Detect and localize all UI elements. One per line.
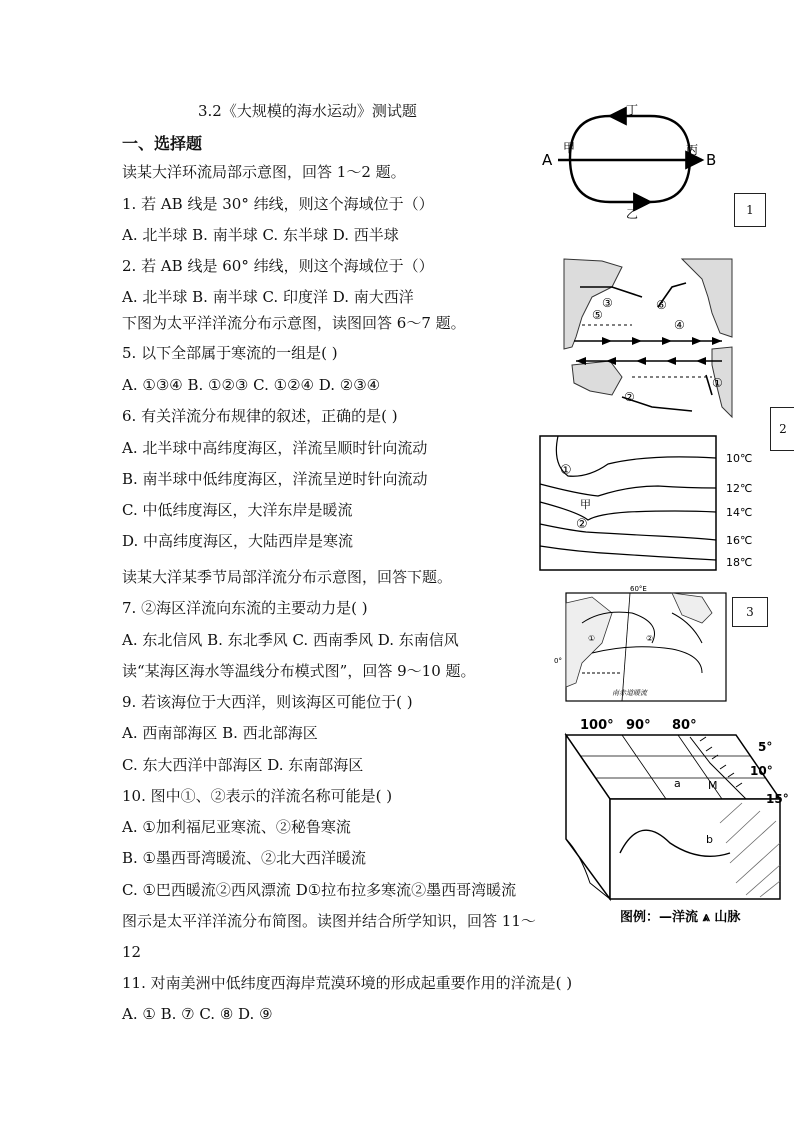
block-diagram xyxy=(560,713,792,927)
question-5-options: A. ①③④ B. ①②③ C. ①②④ D. ②③④ xyxy=(122,376,381,394)
current-3: ③ xyxy=(602,296,613,310)
label-yi: 乙 xyxy=(626,207,639,220)
label-m: M xyxy=(708,779,718,792)
question-1: 1. 若 AB 线是 30° 纬线，则这个海域位于（） xyxy=(122,195,434,213)
longitude-90: 90° xyxy=(626,718,651,733)
question-9-options-ab: A. 西南部海区 B. 西北部海区 xyxy=(122,724,318,742)
question-5: 5. 以下全部属于寒流的一组是( ) xyxy=(122,344,338,362)
question-2-options: A. 北半球 B. 南半球 C. 印度洋 D. 南大西洋 xyxy=(122,288,414,306)
question-6-option-b: B. 南半球中低纬度海区，洋流呈逆时针向流动 xyxy=(122,470,428,488)
question-9-options-cd: C. 东大西洋中部海区 D. 东南部海区 xyxy=(122,756,364,774)
figure-number-2: 2 xyxy=(770,407,794,451)
legend: 图例：—洋流 ⩓ 山脉 xyxy=(620,910,741,925)
question-6-option-d: D. 中高纬度海区，大陆西岸是寒流 xyxy=(122,532,354,550)
current-label-2: ② xyxy=(576,517,588,532)
label-a: A xyxy=(542,151,553,169)
latitude-15: 15° xyxy=(766,792,789,806)
current-5: ⑤ xyxy=(592,308,603,322)
longitude-label: 60°E xyxy=(630,585,647,593)
isotherm-16: 16℃ xyxy=(726,534,753,547)
gyre-diagram xyxy=(540,102,720,220)
latitude-5: 5° xyxy=(758,740,773,754)
figure-number-1: 1 xyxy=(734,193,766,227)
question-2: 2. 若 AB 线是 60° 纬线，则这个海域位于（） xyxy=(122,257,434,275)
question-10-option-b: B. ①墨西哥湾暖流、②北大西洋暖流 xyxy=(122,849,367,867)
current-1: ① xyxy=(712,376,723,390)
current-label-1: ① xyxy=(560,463,572,478)
question-intro-9-10: 读“某海区海水等温线分布模式图”，回答 9～10 题。 xyxy=(122,662,476,680)
question-6-option-a: A. 北半球中高纬度海区，洋流呈顺时针向流动 xyxy=(122,439,428,457)
current-2: ② xyxy=(624,390,635,404)
question-10-options-cd: C. ①巴西暖流②西风漂流 D①拉布拉多寒流②墨西哥湾暖流 xyxy=(122,881,517,899)
current-6: ⑥ xyxy=(656,298,667,312)
pacific-current-map xyxy=(562,257,734,420)
question-intro-11-12-cont: 12 xyxy=(122,943,142,961)
indian-ocean-current-map xyxy=(552,583,730,705)
page-title: 3.2《大规模的海水运动》测试题 xyxy=(198,102,417,120)
longitude-100: 100° xyxy=(580,718,614,733)
label-bing: 丙 xyxy=(686,143,699,157)
isotherm-12: 12℃ xyxy=(726,482,753,495)
question-11: 11. 对南美洲中低纬度西海岸荒漠环境的形成起重要作用的洋流是( ) xyxy=(122,974,573,992)
question-7: 7. ②海区洋流向东流的主要动力是( ) xyxy=(122,599,368,617)
isotherm-diagram xyxy=(538,434,760,574)
current-label-2: ② xyxy=(646,634,654,643)
question-7-options: A. 东北信风 B. 东北季风 C. 西南季风 D. 东南信风 xyxy=(122,631,459,649)
current-4: ④ xyxy=(674,318,685,332)
current-label-1: ① xyxy=(588,634,596,643)
equator-label: 0° xyxy=(554,657,562,665)
label-a: a xyxy=(674,777,681,790)
latitude-10: 10° xyxy=(750,764,773,778)
question-11-options: A. ① B. ⑦ C. ⑧ D. ⑨ xyxy=(122,1005,273,1023)
longitude-80: 80° xyxy=(672,718,697,733)
isotherm-18: 18℃ xyxy=(726,556,753,569)
figure-number-3: 3 xyxy=(732,597,768,627)
south-equatorial-current: 南赤道暖流 xyxy=(612,689,647,697)
label-ding: 丁 xyxy=(626,103,639,117)
question-1-options: A. 北半球 B. 南半球 C. 东半球 D. 西半球 xyxy=(122,226,399,244)
question-intro-1-2: 读某大洋环流局部示意图，回答 1～2 题。 xyxy=(122,163,406,181)
question-10-option-a: A. ①加利福尼亚寒流、②秘鲁寒流 xyxy=(122,818,351,836)
label-jia: 甲 xyxy=(580,498,591,511)
question-6: 6. 有关洋流分布规律的叙述，正确的是( ) xyxy=(122,407,398,425)
label-b: B xyxy=(706,151,717,169)
isotherm-14: 14℃ xyxy=(726,506,753,519)
isotherm-10: 10℃ xyxy=(726,452,753,465)
label-b: b xyxy=(706,833,713,846)
section-heading: 一、选择题 xyxy=(122,134,203,153)
question-intro-7: 读某大洋某季节局部洋流分布示意图，回答下题。 xyxy=(122,568,453,586)
label-jia: 甲 xyxy=(563,141,576,155)
question-intro-6-7: 下图为太平洋洋流分布示意图，读图回答 6～7 题。 xyxy=(122,314,466,332)
question-6-option-c: C. 中低纬度海区，大洋东岸是暖流 xyxy=(122,501,353,519)
question-intro-11-12: 图示是太平洋洋流分布简图。读图并结合所学知识，回答 11～ xyxy=(122,912,536,930)
question-10: 10. 图中①、②表示的洋流名称可能是( ) xyxy=(122,787,393,805)
question-9: 9. 若该海位于大西洋，则该海区可能位于( ) xyxy=(122,693,413,711)
